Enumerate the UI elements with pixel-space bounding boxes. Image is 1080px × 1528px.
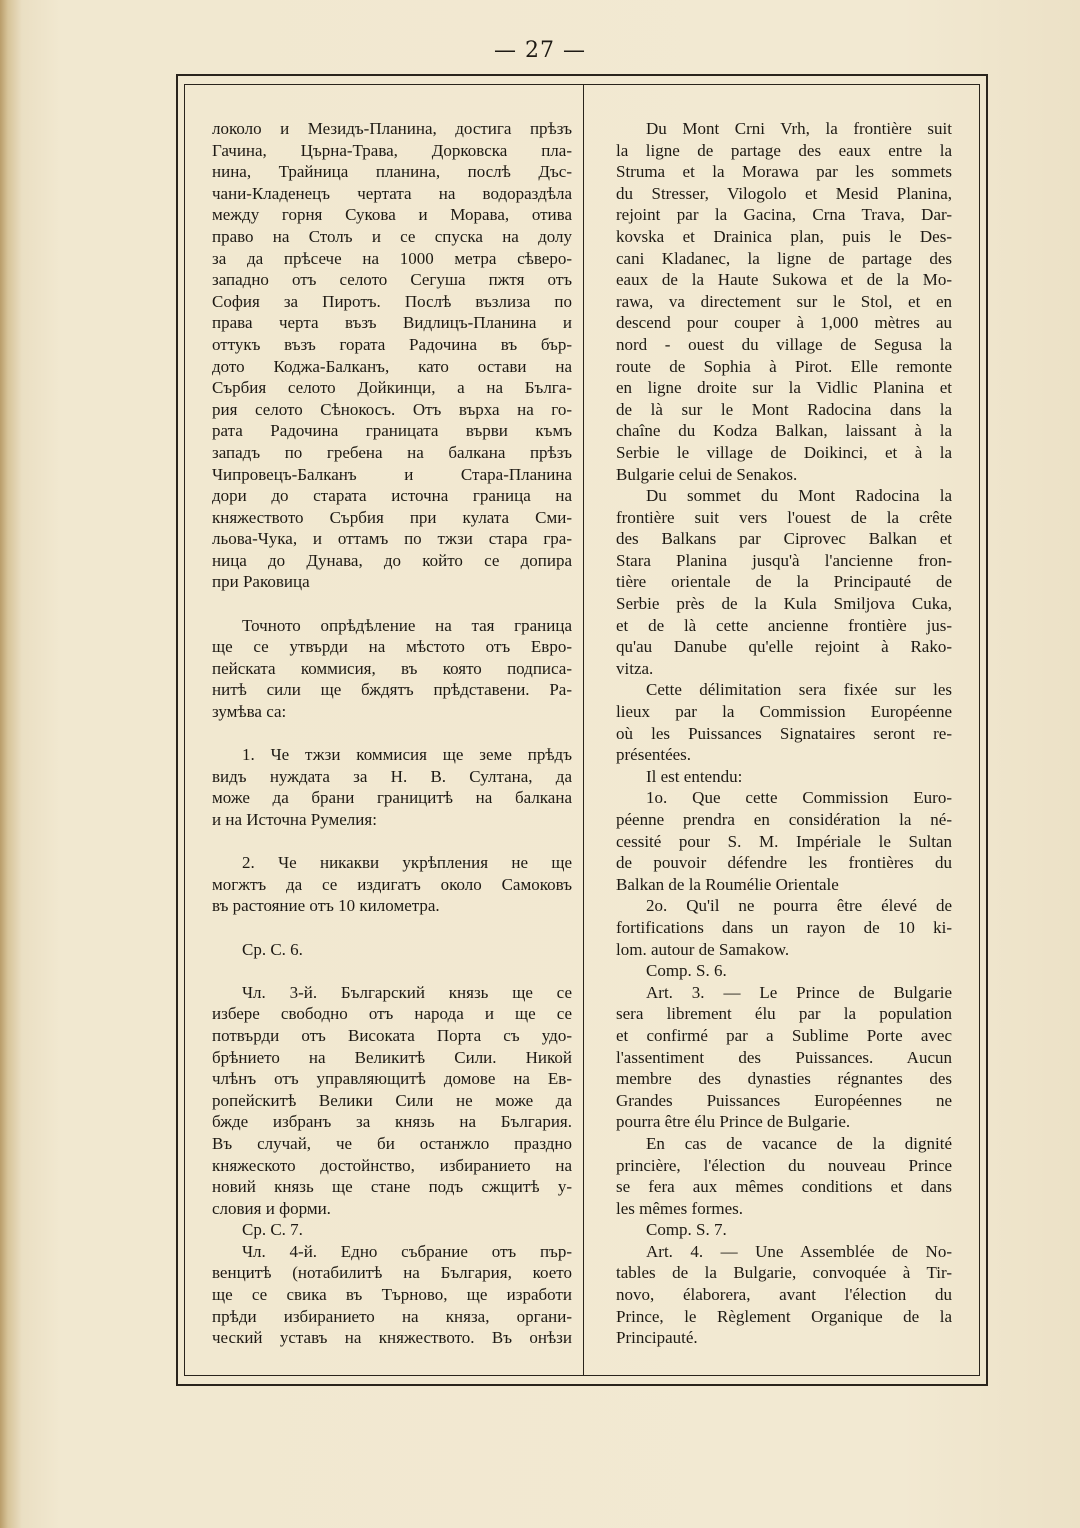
text-line: прѣди избиранието на княза, органи- — [212, 1306, 572, 1326]
text-line: при Раковица — [212, 572, 310, 592]
text-line: et de là cette ancienne frontière jus- — [616, 615, 952, 635]
page-number: — 27 — — [494, 38, 586, 63]
text-line: cessité pour S. M. Impériale le Sultan — [616, 831, 952, 851]
text-line: tables de la Bulgarie, convoquée à Tir- — [616, 1263, 952, 1283]
text-line: Въ случай, че би останжло праздно — [212, 1133, 572, 1153]
text-line: княжеското достойнство, избиранието на — [212, 1155, 572, 1175]
text-line: Чл. 4-й. Едно събрание отъ пър- — [242, 1241, 572, 1261]
text-line: cani Kladanec, la ligne de partage des — [616, 248, 952, 268]
text-line: Чипровецъ-Балканъ и Стара-Планина — [212, 464, 572, 484]
text-line: chaîne du Kodza Balkan, laissant à la — [616, 421, 952, 441]
text-line: Du sommet du Mont Radocina la — [646, 486, 952, 506]
text-line: sera librement élu par la population — [616, 1004, 952, 1024]
text-line: право на Столъ и се спуска на долу — [212, 226, 572, 246]
text-line: права черта възъ Видлицъ-Планина и — [212, 313, 572, 333]
text-line: du Stresser, Vilogolo et Mesid Planina, — [616, 183, 952, 203]
text-line: Ср. С. 7. — [242, 1220, 303, 1240]
text-line: видъ нуждата за Н. В. Султана, да — [212, 766, 572, 786]
text-line: словия и форми. — [212, 1198, 331, 1218]
text-line: ропейскитѣ Велики Сили не може да — [212, 1090, 572, 1110]
text-line: ница до Дунава, до който се допира — [212, 550, 572, 570]
french-text-column — [616, 118, 952, 1349]
text-line: kovska et Drainica plan, puis le Des- — [616, 226, 952, 246]
text-line: En cas de vacance de la dignité — [646, 1133, 952, 1153]
text-line: eaux de la Haute Sukowa et de la Mo- — [616, 270, 952, 290]
text-line: западно отъ селото Сегуша пжтя отъ — [212, 270, 572, 290]
text-line: Il est entendu: — [646, 766, 743, 786]
text-line: и на Источна Румелия: — [212, 810, 377, 829]
text-line: Serbie près de la Kula Smiljova Cuka, — [616, 594, 952, 614]
text-line: 2. Че никакви укрѣпления не ще — [242, 853, 572, 873]
text-line: la ligne de partage des eaux entre la — [616, 140, 952, 160]
text-line: Точното опрѣдѣление на тая граница — [242, 615, 572, 635]
text-line: западъ по гребена на балкана прѣзъ — [212, 442, 572, 462]
text-line: дори до старата источна граница на — [212, 486, 572, 506]
text-line: рия селото Сѣнокосъ. Отъ върха на го- — [212, 399, 572, 419]
text-line: rawa, va directement sur le Stol, et en — [616, 291, 952, 311]
text-line: Cette délimitation sera fixée sur les — [646, 680, 952, 700]
text-line: de pouvoir défendre les frontières du — [616, 853, 952, 873]
text-line: между горня Сукова и Морава, отива — [212, 205, 572, 225]
text-line: et confirmé par a Sublime Porte avec — [616, 1025, 952, 1045]
text-line: оттукъ възъ гората Радочина въ бър- — [212, 334, 572, 354]
text-line: péenne prendra en considération la né- — [616, 810, 952, 829]
text-line — [212, 831, 572, 853]
text-line: избере свободно отъ народа и ще се — [212, 1004, 572, 1024]
text-line: membre des dynasties régnantes des — [616, 1069, 952, 1089]
text-line — [212, 960, 572, 982]
text-line: présentées. — [616, 745, 692, 765]
text-line: Art. 3. — Le Prince de Bulgarie — [646, 982, 952, 1002]
text-line: princière, l'élection du nouveau Prince — [616, 1155, 952, 1175]
text-line: tière orientale de la Principauté de — [616, 572, 952, 592]
text-line — [212, 723, 572, 745]
text-line: Prince, le Règlement Organique de la — [616, 1306, 952, 1326]
text-line: потвърди отъ Високата Порта съ удо- — [212, 1025, 572, 1045]
text-line: 1. Че тжзи коммисия ще земе прѣдъ — [242, 745, 572, 765]
text-line: Grandes Puissances Européennes ne — [616, 1090, 952, 1110]
text-line: Serbie le village de Doikinci, et à la — [616, 442, 952, 462]
text-line: Comp. S. 7. — [646, 1220, 727, 1240]
text-line: 1o. Que cette Commission Euro- — [646, 788, 952, 808]
text-line: зумѣва са: — [212, 702, 287, 722]
text-line: Struma et la Morawa par les sommets — [616, 162, 952, 182]
text-line: въ растояние отъ 10 километра. — [212, 896, 440, 916]
text-line: венцитѣ (нотабилитѣ на България, което — [212, 1263, 572, 1283]
text-line: пейската коммисия, въ която подписа- — [212, 658, 572, 678]
text-line: l'assentiment des Puissances. Aucun — [616, 1047, 952, 1067]
text-line: Du Mont Crni Vrh, la frontière suit — [646, 119, 952, 138]
text-line — [212, 593, 572, 615]
text-line: route de Sophia à Pirot. Elle remonte — [616, 356, 952, 376]
text-line: où les Puissances Signataires seront re- — [616, 723, 952, 743]
text-line: lieux par la Commission Européenne — [616, 702, 952, 722]
text-line: se fera aux mêmes conditions et dans — [616, 1177, 952, 1197]
text-line: Чл. 3-й. Българский князь ще се — [242, 982, 572, 1002]
text-line: члѣнъ отъ управляющитѣ домове на Ев- — [212, 1069, 572, 1089]
text-line: рата Радочина границата върви къмъ — [212, 421, 572, 441]
text-line: за да прѣсече на 1000 метра сѣверо- — [212, 248, 572, 268]
text-line: frontière suit vers l'ouest de la crête — [616, 507, 952, 527]
text-line — [212, 917, 572, 939]
text-line: ще се свика въ Търново, ще изработи — [212, 1285, 572, 1305]
bulgarian-text-column — [212, 118, 572, 1349]
text-line: бжде избранъ за князь на България. — [212, 1112, 572, 1132]
text-line: Comp. S. 6. — [646, 961, 727, 981]
text-line: fortifications dans un rayon de 10 ki- — [616, 917, 952, 937]
text-line: локоло и Мезидъ-Планина, достига прѣзъ — [212, 119, 572, 138]
text-line: брѣнието на Великитѣ Сили. Никой — [212, 1047, 572, 1067]
text-line: дото Коджа-Балканъ, като остави на — [212, 356, 572, 376]
text-line: rejoint par la Gacina, Crna Trava, Dar- — [616, 205, 952, 225]
text-line: София за Пиротъ. Послѣ възлиза по — [212, 291, 572, 311]
text-line: en ligne droite sur la Vidlic Planina et — [616, 378, 952, 398]
column-divider — [583, 84, 584, 1376]
text-line: Гачина, Църна-Трава, Дорковска пла- — [212, 140, 572, 160]
text-line: могжтъ да се издигатъ около Самоковъ — [212, 874, 572, 894]
text-line: Ср. С. 6. — [242, 939, 303, 959]
text-line: qu'au Danube qu'elle rejoint à Rako- — [616, 637, 952, 657]
text-line: княжеството Сърбия при кулата Сми- — [212, 507, 572, 527]
text-line: nord - ouest du village de Segusa la — [616, 334, 952, 354]
text-line: Art. 4. — Une Assemblée de No- — [646, 1241, 952, 1261]
text-line: lom. autour de Samakow. — [616, 939, 790, 959]
text-line: 2o. Qu'il ne pourra être élevé de — [646, 896, 952, 916]
text-line: нитѣ сили ще бждятъ прѣдставени. Ра- — [212, 680, 572, 700]
text-line: novo, élaborera, avant l'élection du — [616, 1285, 952, 1305]
text-line: vitza. — [616, 658, 654, 678]
text-line: Bulgarie celui de Senakos. — [616, 464, 798, 484]
text-line: de là sur le Mont Radocina dans la — [616, 399, 952, 419]
text-line: ще се утвърди на мѣстото отъ Евро- — [212, 637, 572, 657]
text-line: les mêmes formes. — [616, 1198, 743, 1218]
text-line: нина, Трайница планина, послѣ Дъс- — [212, 162, 572, 182]
text-line: Balkan de la Roumélie Orientale — [616, 874, 839, 894]
text-line: чани-Кладенецъ чертата на водораздѣла — [212, 183, 572, 203]
text-line: pourra être élu Prince de Bulgarie. — [616, 1112, 851, 1132]
text-line: Stara Planina jusqu'à l'ancienne fron- — [616, 550, 952, 570]
text-line: льова-Чука, и оттамъ по тжзи стара гра- — [212, 529, 572, 549]
text-line: новий князь ще стане подъ сжщитѣ у- — [212, 1177, 572, 1197]
text-line: descend pour couper à 1,000 mètres au — [616, 313, 952, 333]
text-line: Сърбия селото Дойкинци, а на Бълга- — [212, 378, 572, 398]
text-line: може да брани границитѣ на балкана — [212, 788, 572, 808]
text-line: des Balkans par Ciprovec Balkan et — [616, 529, 952, 549]
text-line: ческий уставъ на княжеството. Въ онѣзи — [212, 1328, 572, 1348]
text-line: Principauté. — [616, 1328, 698, 1348]
